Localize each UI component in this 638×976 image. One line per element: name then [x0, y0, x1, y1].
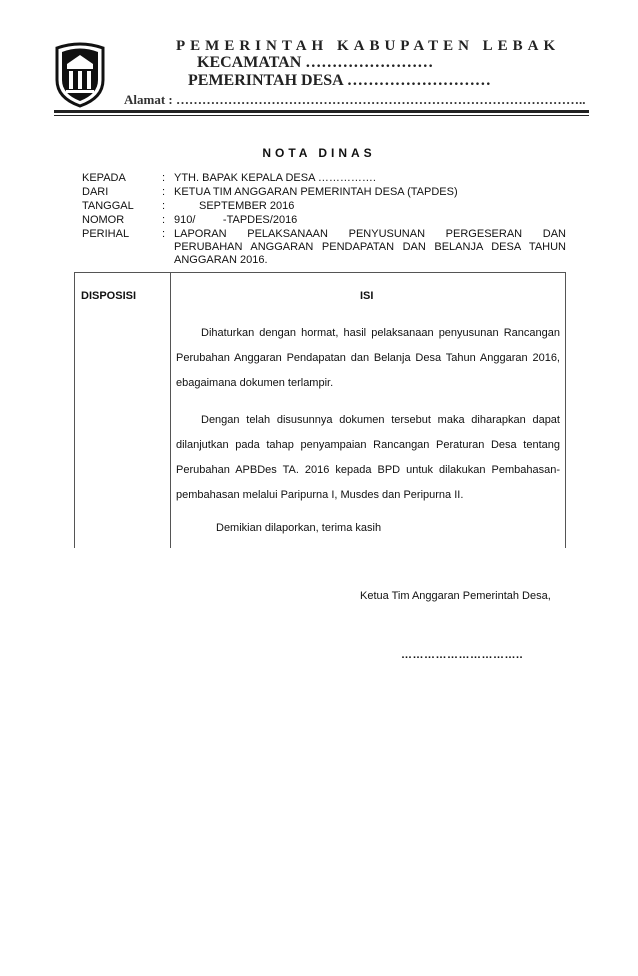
field-colon: : — [162, 214, 166, 226]
table-column-divider — [170, 272, 171, 548]
field-colon: : — [162, 172, 166, 184]
letterhead-district: KECAMATAN …………………… — [197, 54, 434, 71]
table-left-border — [74, 272, 75, 548]
letterhead-government-name: PEMERINTAH KABUPATEN LEBAK — [176, 38, 561, 54]
signature-title: Ketua Tim Anggaran Pemerintah Desa, — [360, 590, 551, 602]
letterhead-divider — [54, 110, 589, 113]
document-title: NOTA DINAS — [262, 146, 376, 160]
field-colon: : — [162, 200, 166, 212]
table-top-border — [74, 272, 566, 273]
body-paragraph-2-text: Dengan telah disusunnya dokumen tersebut maka diharapkan dapat dilanjutkan pada tahap penyampaian Rancangan Peraturan Desa tentang Perubahan APBDes TA. 2016 kepada BPD untuk dilakukan Pembahasan-pembahasan melalui Paripurna I, Musdes dan Peripurna II. — [176, 414, 560, 501]
table-right-border — [565, 272, 566, 548]
body-paragraph-1-text: Dihaturkan dengan hormat, hasil pelaksanaan penyusunan Rancangan Perubahan Anggaran Pendapatan dan Belanja Desa Tahun Anggaran 2016, ebagaimana dokumen terlampir. — [176, 327, 560, 389]
field-label: PERIHAL — [82, 228, 130, 240]
table-header-isi: ISI — [360, 290, 374, 302]
field-value: 910/ -TAPDES/2016 — [174, 214, 298, 226]
closing-text: Demikian dilaporkan, terima kasih — [216, 522, 382, 534]
field-label: DARI — [82, 186, 109, 198]
letterhead-village-government: PEMERINTAH DESA ……………………… — [188, 72, 491, 89]
field-colon: : — [162, 186, 166, 198]
letterhead-divider-thin — [54, 115, 589, 116]
field-colon: : — [162, 228, 166, 240]
field-label: TANGGAL — [82, 200, 134, 212]
field-value: SEPTEMBER 2016 — [199, 200, 295, 212]
table-header-disposisi: DISPOSISI — [81, 290, 137, 302]
signature-name-placeholder: ………………………….. — [401, 649, 524, 661]
body-paragraph-2 — [176, 408, 560, 508]
field-value: LAPORAN PELAKSANAAN PENYUSUNAN PERGESERAN DAN PERUBAHAN ANGGARAN PENDAPATAN DAN BELANJA DESA TAHUN ANGGARAN 2016. — [174, 228, 566, 266]
lebak-regency-emblem-icon — [53, 42, 107, 108]
body-paragraph-1 — [176, 321, 560, 396]
field-value: KETUA TIM ANGGARAN PEMERINTAH DESA (TAPDES) — [174, 186, 458, 198]
field-label: NOMOR — [82, 214, 125, 226]
letterhead-address: Alamat : ………………………………………………………………………………….. — [124, 92, 586, 107]
field-label: KEPADA — [82, 172, 126, 184]
field-value: YTH. BAPAK KEPALA DESA ……………. — [174, 172, 376, 184]
